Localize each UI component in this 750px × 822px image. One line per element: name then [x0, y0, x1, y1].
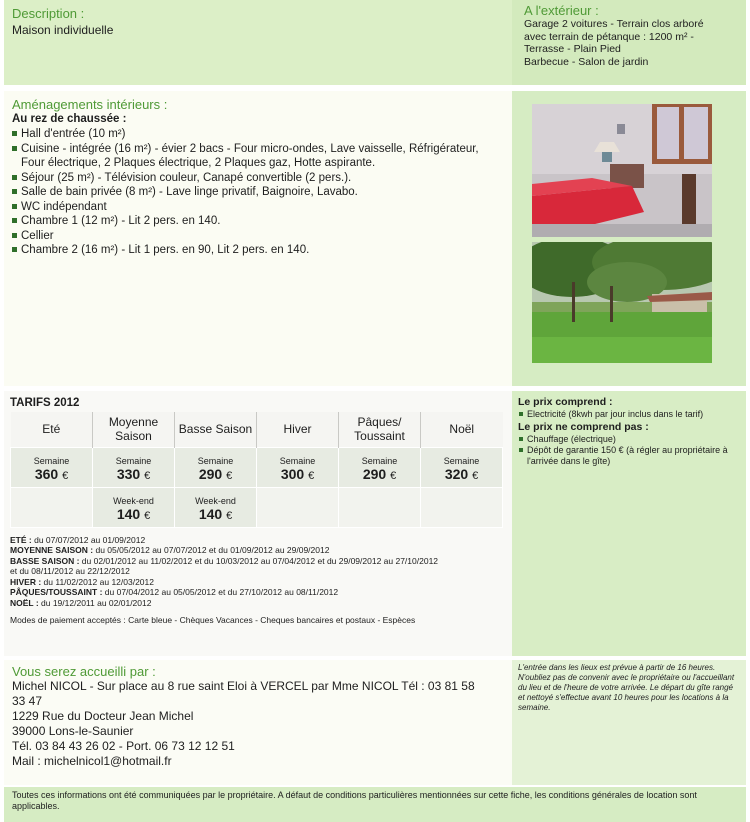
- contact-line: 1229 Rue du Docteur Jean Michel: [12, 709, 194, 723]
- footer-text: Toutes ces informations ont été communiquées par le propriétaire. A défaut de conditions particulières mentionnées sur cette fiche, les conditions générales de location sont applicables.: [12, 790, 697, 811]
- includes-title: Le prix comprend :: [518, 396, 613, 408]
- weekend-cell: [93, 487, 175, 527]
- semaine-cell: [257, 447, 339, 487]
- amenity-item: Séjour (25 m²) - Télévision couleur, Canapé convertible (2 pers.).: [12, 171, 504, 186]
- period-text: du 19/12/2011 au 02/01/2012: [38, 597, 152, 608]
- weekend-price: 140: [116, 505, 141, 522]
- exterior-line: Garage 2 voitures - Terrain clos arboré: [524, 18, 704, 30]
- tariff-header: Pâques/ Toussaint: [339, 412, 421, 447]
- contact-title: Vous serez accueilli par :: [12, 664, 156, 679]
- semaine-price: 360: [34, 465, 59, 482]
- contact-email: Mail : michelnicol1@hotmail.fr: [12, 754, 172, 768]
- semaine-label: Semaine: [279, 455, 316, 466]
- weekend-cell: [175, 487, 257, 527]
- period-label: NOËL :: [10, 597, 39, 608]
- amenities-section: [4, 91, 512, 386]
- includes-item: Electricité (8kwh par jour inclus dans le tarif): [518, 409, 740, 420]
- excludes-title: Le prix ne comprend pas :: [518, 420, 649, 433]
- period-label: MOYENNE SAISON :: [10, 545, 94, 555]
- currency: €: [390, 469, 397, 482]
- empty-cell: [11, 487, 93, 527]
- arrival-notes-text: L'entrée dans les lieux est prévue à partir de 16 heures. N'oubliez pas de convenir avec le propriétaire ou l'accueillant du lieu et de l'heure de votre arrivée. Le départ du gîte rangé et nettoyé s'effectue avant 10 heures pour les locations à la semaine.: [518, 663, 735, 712]
- period-line: [10, 587, 506, 598]
- period-label: PÂQUES/TOUSSAINT :: [10, 587, 103, 597]
- currency: €: [308, 469, 315, 482]
- semaine-label: Semaine: [361, 455, 398, 466]
- semaine-label: Semaine: [197, 455, 234, 466]
- currency: €: [226, 469, 233, 482]
- semaine-label: Semaine: [115, 455, 152, 466]
- amenity-item: Cellier: [12, 229, 504, 244]
- bedroom-photo: [532, 104, 712, 237]
- description-title: Description :: [12, 6, 85, 21]
- currency: €: [62, 469, 69, 482]
- semaine-price: 330: [116, 465, 141, 482]
- exterior-line: avec terrain de pétanque : 1200 m² -: [524, 30, 694, 43]
- period-line: [10, 566, 506, 577]
- tariffs-title: TARIFS 2012: [10, 397, 80, 409]
- amenities-title: Aménagements intérieurs :: [12, 97, 168, 112]
- semaine-cell: [421, 447, 503, 487]
- amenity-item: Chambre 1 (12 m²) - Lit 2 pers. en 140.: [12, 214, 504, 229]
- semaine-cell: [339, 447, 421, 487]
- period-text: du 02/01/2012 au 11/02/2012 et du 10/03/2012 au 07/04/2012 et du 29/09/2012 au 27/10/2012: [79, 555, 439, 566]
- tariffs-header-row: [11, 412, 503, 447]
- amenities-list: [12, 127, 504, 258]
- weekend-label: Week-end: [113, 495, 154, 506]
- period-label: HIVER :: [10, 576, 42, 587]
- currency: €: [144, 509, 151, 522]
- semaine-cell: [93, 447, 175, 487]
- exterior-line: Terrasse - Plain Pied: [524, 43, 621, 55]
- excludes-item: Chauffage (électrique): [518, 434, 740, 445]
- garden-photo: [532, 242, 712, 363]
- tariff-header: Moyenne Saison: [93, 412, 175, 447]
- middle-band: [4, 91, 746, 386]
- amenity-item: Salle de bain privée (8 m²) - Lave linge privatif, Baignoire, Lavabo.: [12, 185, 504, 200]
- period-line: [10, 545, 506, 556]
- currency: €: [472, 469, 479, 482]
- currency: €: [144, 469, 151, 482]
- semaine-row: [11, 447, 503, 487]
- weekend-price: 140: [198, 505, 223, 522]
- semaine-price: 290: [362, 465, 387, 482]
- tariffs-table: [10, 412, 503, 528]
- amenity-item: Chambre 2 (16 m²) - Lit 1 pers. en 90, Lit 2 pers. en 140.: [12, 243, 504, 258]
- amenity-item: Cuisine - intégrée (16 m²) - évier 2 bacs - Four micro-ondes, Lave vaisselle, Réfrigérateur, Four électrique, 2 Plaques électrique, 2 Plaques gaz, Hotte aspirante.: [12, 142, 504, 171]
- excludes-item: Dépôt de garantie 150 € (à régler au propriétaire à l'arrivée dans le gîte): [518, 445, 740, 466]
- period-text: du 07/07/2012 au 01/09/2012: [31, 534, 146, 545]
- period-line: [10, 556, 506, 567]
- period-label: ETÉ :: [10, 534, 32, 545]
- price-includes-section: [512, 391, 746, 656]
- description-value: Maison individuelle: [12, 23, 114, 37]
- semaine-label: Semaine: [443, 455, 480, 466]
- amenities-subtitle: Au rez de chaussée :: [12, 113, 127, 125]
- contact-section: [4, 660, 512, 785]
- amenity-item: Hall d'entrée (10 m²): [12, 127, 504, 142]
- description-section: [4, 0, 512, 85]
- weekend-row: [11, 487, 503, 527]
- amenity-item: WC indépendant: [12, 200, 504, 215]
- semaine-cell: [11, 447, 93, 487]
- semaine-price: 290: [198, 465, 223, 482]
- exterior-title: A l'extérieur :: [524, 3, 599, 18]
- contact-line: Michel NICOL - Sur place au 8 rue saint Eloi à VERCEL par Mme NICOL Tél : 03 81 58: [12, 679, 475, 693]
- semaine-label: Semaine: [33, 455, 70, 466]
- payment-methods: Modes de paiement acceptés : Carte bleue - Chèques Vacances - Cheques bancaires et postaux - Espèces: [10, 615, 416, 625]
- tariff-header: Noël: [421, 412, 503, 447]
- footer: [4, 787, 746, 822]
- tariff-header: Basse Saison: [175, 412, 257, 447]
- exterior-section: [512, 0, 746, 85]
- top-band: [4, 0, 746, 85]
- period-line: [10, 577, 506, 588]
- semaine-price: 300: [280, 465, 305, 482]
- contact-line: 33 47: [12, 694, 43, 708]
- period-text: et du 08/11/2012 au 22/12/2012: [10, 566, 130, 576]
- period-line: [10, 535, 506, 546]
- empty-cell: [339, 487, 421, 527]
- contact-line: 39000 Lons-le-Saunier: [12, 724, 134, 738]
- tariff-header: Eté: [11, 412, 93, 447]
- periods-list: [10, 535, 506, 609]
- semaine-cell: [175, 447, 257, 487]
- currency: €: [226, 509, 233, 522]
- weekend-label: Week-end: [195, 495, 236, 506]
- period-text: du 11/02/2012 au 12/03/2012: [41, 576, 154, 587]
- semaine-price: 320: [444, 465, 469, 482]
- period-text: du 05/05/2012 au 07/07/2012 et du 01/09/2012 au 29/09/2012: [93, 545, 330, 555]
- arrival-notes: [512, 660, 746, 785]
- photos-panel: [512, 91, 746, 386]
- period-label: BASSE SAISON :: [10, 555, 80, 566]
- empty-cell: [421, 487, 503, 527]
- tariffs-section: [4, 391, 512, 656]
- contact-line: Tél. 03 84 43 26 02 - Port. 06 73 12 12 51: [12, 739, 235, 753]
- empty-cell: [257, 487, 339, 527]
- period-text: du 07/04/2012 au 05/05/2012 et du 27/10/2012 au 08/11/2012: [102, 587, 339, 597]
- tariff-header: Hiver: [257, 412, 339, 447]
- period-line: [10, 598, 506, 609]
- exterior-line: Barbecue - Salon de jardin: [524, 55, 649, 68]
